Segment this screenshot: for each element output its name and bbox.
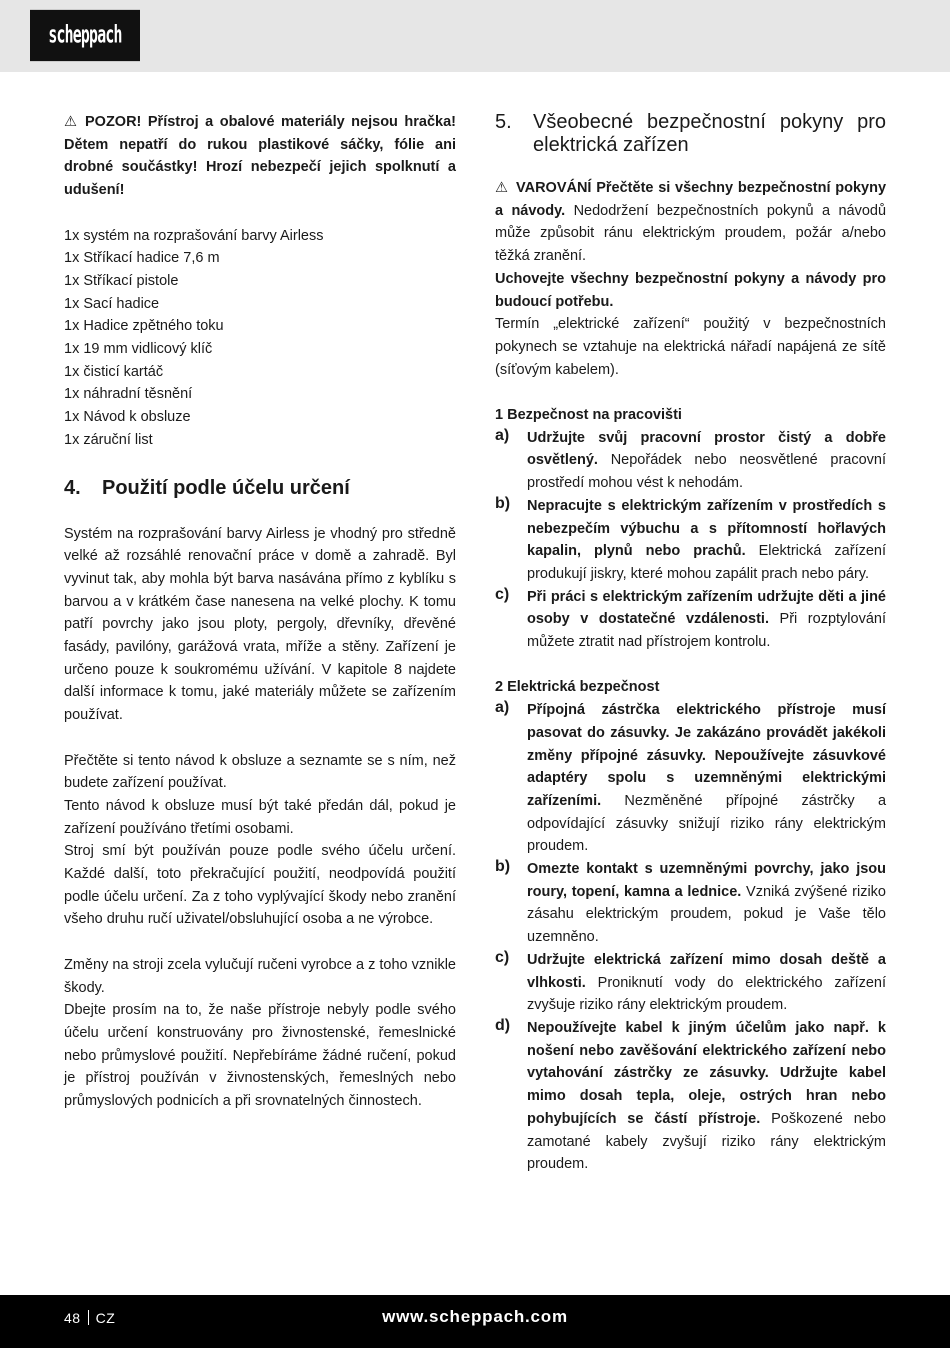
list-item: d) Nepoužívejte kabel k jiným účelům jako např. k nošení nebo zavěšování elektrického zařízení nebo vytahování zástrčky ze zásuvky. Udržujte kabel mimo dosah tepla, oleje, ostrých hran nebo pohybujících se částí přístroje. Poškozené nebo zamotané kabely zvyšují riziko rány elektrickým proudem. xyxy=(495,1016,886,1173)
list-item: 1x Sací hadice xyxy=(64,295,160,312)
read-manual-paragraph: Přečtěte si tento návod k obsluze a seznamte se s ním, než budete zařízení používat. xyxy=(64,752,456,792)
list-item: 1x náhradní těsnění xyxy=(64,386,193,403)
delivery-contents-list xyxy=(64,225,456,452)
list-item: b) Nepracujte s elektrickým zařízením v prostředích s nebezpečím výbuchu a s přítomností hořlavých kapalin, plynů nebo prachů. Elektrická zařízení produkují jiskry, které mohou zapálit prach nebo páry. xyxy=(495,494,887,582)
list-item: c) Při práci s elektrickým zařízením udržujte děti a jiné osoby v dostatečné vzdálenosti. Při rozptylování můžete ztratit nad přístrojem kontrolu. xyxy=(495,585,886,651)
list-item: 1x Stříkací pistole xyxy=(64,272,179,289)
warning-triangle-icon: ⚠ xyxy=(64,114,77,130)
list-item: c) Udržujte elektrická zařízení mimo dosah deště a vlhkosti. Proniknutí vody do elektrického zařízení zvyšuje riziko rány elektrickým proudem. xyxy=(495,948,887,1014)
list-item: 1x čisticí kartáč xyxy=(64,363,164,380)
warning-paragraph: ⚠ POZOR! Přístroj a obalové materiály nejsou hračka! Dětem nepatří do rukou plastikové sáčky, fólie ani drobné součástky! Hrozí nebezpečí jejich spolknutí a udušení! xyxy=(64,111,456,202)
list-item: a) Udržujte svůj pracovní prostor čistý a dobře osvětlený. Nepořádek nebo neosvětlené pracovní prostředí mohou vést k nehodám. xyxy=(495,426,887,492)
right-column xyxy=(495,111,886,1176)
list-item: 1x systém na rozprašování barvy Airless xyxy=(64,227,324,244)
warning-triangle-icon: ⚠ xyxy=(495,180,508,196)
pass-on-manual-paragraph: Tento návod k obsluze musí být také předán dál, pokud je zařízení používáno třetími osobami. xyxy=(64,797,456,837)
list-item: b) Omezte kontakt s uzemněnými povrchy, jako jsou roury, topení, kamna a lednice. Vzniká zvýšené riziko zásahu elektrickým proudem, pokud je Vaše tělo uzemněno. xyxy=(495,858,886,946)
language-code: CZ xyxy=(95,1310,116,1326)
list-item: 1x Stříkací hadice 7,6 m xyxy=(64,250,220,267)
term-definition-paragraph: Termín „elektrické zařízení“ použitý v bezpečnostních pokynech se vztahuje na elektrická nářadí napájená ze sítě (síťovým kabelem). xyxy=(495,316,886,378)
scheppach-logo: scheppach xyxy=(30,10,140,61)
section-5-heading: 5. Všeobecné bezpečnostní pokyny pro elektrická zařízen xyxy=(495,111,886,156)
workplace-safety-heading: 1 Bezpečnost na pracovišti xyxy=(495,407,682,424)
list-item: 1x Hadice zpětného toku xyxy=(64,318,224,335)
modifications-paragraph: Změny na stroji zcela vylučují ručeni vyrobce a z toho vznikle škody. xyxy=(64,956,456,996)
website-link[interactable]: www.scheppach.com xyxy=(382,1307,568,1326)
page-number: 48 CZ xyxy=(64,1310,116,1326)
intended-use-paragraph: Systém na rozprašování barvy Airless je vhodný pro středně velké až rozsáhlé renovační práce v domě a zahradě. Byl vyvinut tak, aby mohla být barva nasávána přímo z kyblíku s barvou a v krátkém čase nanesena na velké plochy. K tomu patří povrchy jako jsou ploty, pergoly, dřevníky, dřevěné fasády, pavilóny, garážová vrata, mříže a stěny. Zařízení je určeno pouze k soukromému užívání. V kapitole 8 najdete další informace k tomu, jaké materiály můžete se zařízením používat. xyxy=(64,525,456,724)
list-item: 1x záruční list xyxy=(64,431,153,448)
page-header xyxy=(0,0,950,72)
list-item: 1x 19 mm vidlicový klíč xyxy=(64,341,213,358)
page-footer xyxy=(0,1295,950,1348)
section-4-heading: 4. Použití podle účelu určení xyxy=(64,476,350,499)
general-warning-paragraph: ⚠ VAROVÁNÍ Přečtěte si všechny bezpečnostní pokyny a návody. Nedodržení bezpečnostních pokynů a návodů může způsobit ránu elektrickým proudem, požár a/nebo těžká zranění. xyxy=(495,177,886,268)
list-item: 1x Návod k obsluze xyxy=(64,409,191,426)
list-item: a) Přípojná zástrčka elektrického přístroje musí pasovat do zásuvky. Je zakázáno provádět jakékoli změny přípojné zásuvky. Nepoužívejte zásuvkové adaptéry spolu s uzemněnými elektrickými zařízeními. Nezměněné přípojné zástrčky a odpovídající zásuvky snižují riziko rány elektrickým proudem. xyxy=(495,699,887,855)
keep-instructions-paragraph: Uchovejte všechny bezpečnostní pokyny a návody pro budoucí potřebu. xyxy=(495,270,886,310)
commercial-use-paragraph: Dbejte prosím na to, že naše přístroje nebyly podle svého účelu určení konstruovány pro živnostenské, řemeslnické nebo průmyslové použití. Nepřebíráme žádné ručení, pokud je přístroj používán v živnostenských, řemeslných nebo průmyslových podnicích a při srovnatelných činnostech. xyxy=(64,1002,456,1110)
electrical-safety-heading: 2 Elektrická bezpečnost xyxy=(495,679,660,696)
left-column xyxy=(64,111,456,1113)
usage-restriction-paragraph: Stroj smí být používán pouze podle svého účelu určení. Každé další, toto překračující použití, neodpovídá použití podle účelu určení. Za z toho vyplývající škody nebo zranění všeho druhu ručí uživatel/obsluhující osoba a ne výrobce. xyxy=(64,843,456,928)
